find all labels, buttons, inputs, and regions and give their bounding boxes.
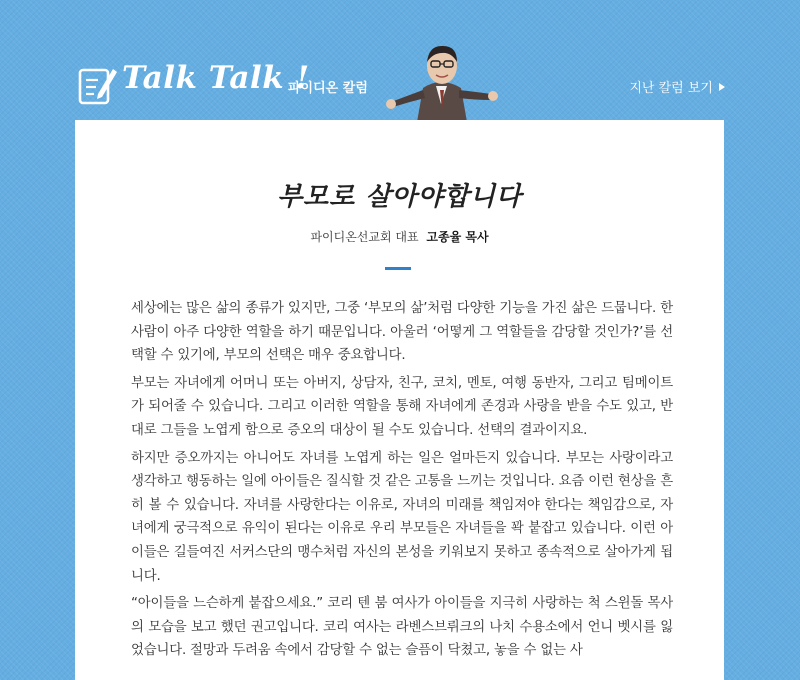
columnist-photo xyxy=(383,30,499,122)
author-org: 파이디온선교회 대표 xyxy=(310,230,419,244)
author-name: 고종율 목사 xyxy=(426,230,489,244)
brand-logo: Talk Talk ! xyxy=(122,60,310,96)
article-card xyxy=(75,120,724,680)
column-label: 파이디온 칼럼 xyxy=(288,81,368,96)
past-columns-link[interactable] xyxy=(629,77,725,96)
article-body xyxy=(131,297,673,667)
past-columns-label: 지난 칼럼 보기 xyxy=(629,81,713,96)
paragraph: “아이들을 느슨하게 붙잡으세요.” 코리 텐 붐 여사가 아이들을 지극히 사랑하는 척 스윈돌 목사의 모습을 보고 했던 권고입니다. 코리 여사는 라벤스브뤼크의 나치 수용소에서 언니 벳시를 잃었습니다. 절망과 두려움 속에서 감당할 수 없는 슬픔이 닥쳤고, 놓을 수 없는 사 xyxy=(131,596,673,659)
title-divider xyxy=(385,267,411,270)
note-pencil-icon xyxy=(78,64,118,106)
paragraph: 세상에는 많은 삶의 종류가 있지만, 그중 ‘부모의 삶’처럼 다양한 기능을 가진 삶은 드뭅니다. 한 사람이 아주 다양한 역할을 하기 때문입니다. 아울러 ‘어떻게 그 역할들을 감당할 것인가?’를 선택할 수 있기에, 부모의 선택은 매우 중요합니다. xyxy=(131,301,673,364)
triangle-right-icon xyxy=(719,83,725,91)
article-title: 부모로 살아야합니다 xyxy=(276,182,523,212)
paragraph: 부모는 자녀에게 어머니 또는 아버지, 상담자, 친구, 코치, 멘토, 여행 동반자, 그리고 팀메이트가 되어줄 수 있습니다. 그리고 이러한 역할을 통해 자녀에게 존경과 사랑을 받을 수도 있고, 반대로 그들을 노엽게 함으로 증오의 대상이 될 수도 있습니다. 선택의 결과이지요. xyxy=(131,375,673,438)
paragraph: 하지만 증오까지는 아니어도 자녀를 노엽게 하는 일은 얼마든지 있습니다. 부모는 사랑이라고 생각하고 행동하는 일에 아이들은 질식할 것 같은 고통을 느끼는 것입니다. 요즘 이런 현상을 흔히 볼 수 있습니다. 자녀를 사랑한다는 이유로, 자녀의 미래를 책임져야 한다는 책임감으로, 자녀에게 궁극적으로 유익이 된다는 이유로 우리 부모들은 자녀들을 꽉 붙잡고 있습니다. 이런 아이들은 길들여진 서커스단의 맹수처럼 자신의 본성을 키워보지 못하고 종속적으로 살아가게 됩니다. xyxy=(131,450,673,584)
header xyxy=(0,0,800,120)
author-line xyxy=(75,228,724,245)
